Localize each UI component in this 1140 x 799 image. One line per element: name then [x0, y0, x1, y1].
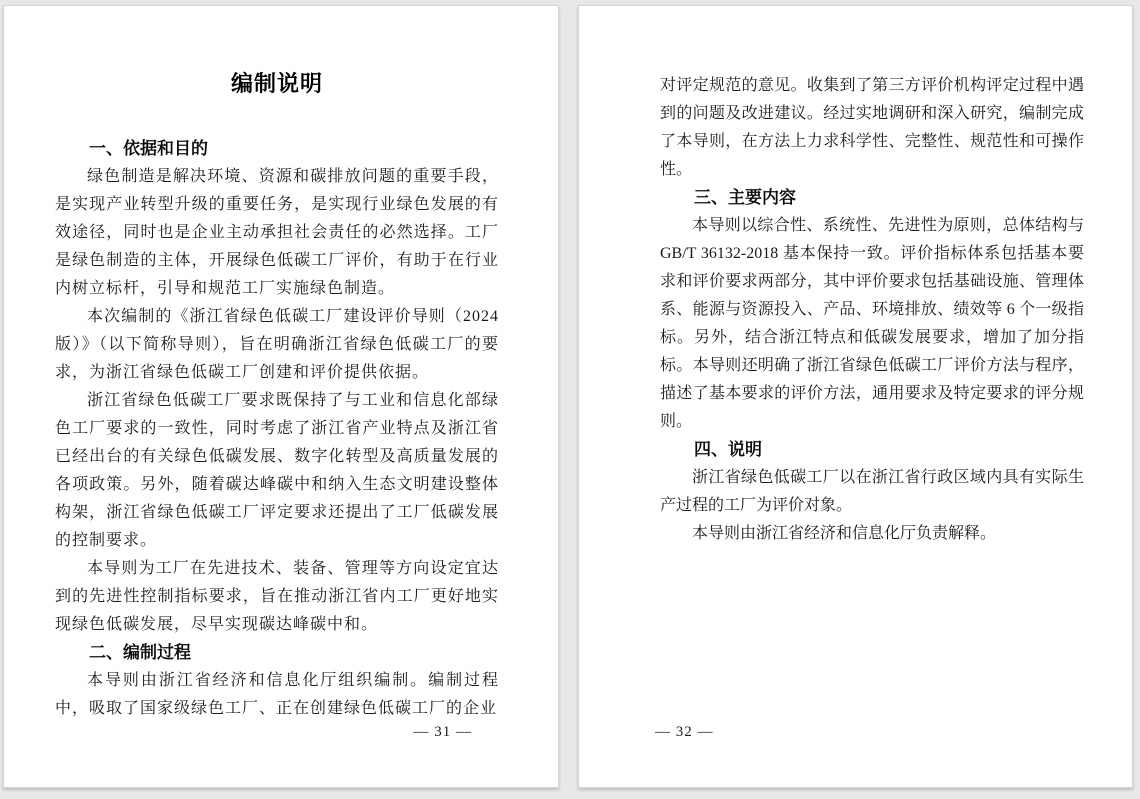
page-number-32: — 32 — — [655, 724, 714, 740]
paragraph: 本导则由浙江省经济和信息化厅负责解释。 — [692, 525, 997, 542]
section-heading-1: 一、依据和目的 — [89, 139, 208, 158]
section-heading-2: 二、编制过程 — [89, 643, 191, 662]
paragraph: 浙江省绿色低碳工厂要求既保持了与工业和信息化部绿色工厂要求的一致性，同时考虑了浙江省产业特点及浙江省已经出台的有关绿色低碳发展、数字化转型及高质量发展的各项政策。另外，随着碳达峰碳中和纳入生态文明建设整体构架，浙江省绿色低碳工厂评定要求还提出了工厂低碳发展的控制要求。 — [55, 392, 499, 549]
document-page-31 — [3, 5, 559, 788]
paragraph: 本导则由浙江省经济和信息化厅组织编制。编制过程中，吸取了国家级绿色工厂、正在创建绿色低碳工厂的企业 — [55, 672, 499, 717]
document-page-32 — [578, 5, 1133, 788]
paragraph: 本导则为工厂在先进技术、装备、管理等方向设定宜达到的先进性控制指标要求，旨在推动浙江省内工厂更好地实现绿色低碳发展，尽早实现碳达峰碳中和。 — [55, 560, 499, 633]
section-heading-3: 三、主要内容 — [694, 188, 796, 207]
paragraph: 浙江省绿色低碳工厂以在浙江省行政区域内具有实际生产过程的工厂为评价对象。 — [660, 469, 1084, 514]
paragraph: 本次编制的《浙江省绿色低碳工厂建设评价导则（2024版）》（以下简称导则），旨在明确浙江省绿色低碳工厂的要求，为浙江省绿色低碳工厂创建和评价提供依据。 — [55, 308, 499, 381]
paragraph: 本导则以综合性、系统性、先进性为原则，总体结构与GB/T 36132-2018 基本保持一致。评价指标体系包括基本要求和评价要求两部分，其中评价要求包括基础设施、管理体系、能源与资源投入、产品、环境排放、绩效等 6 个一级指标。另外，结合浙江特点和低碳发展要求，增加了加分指标。本导则还明确了浙江省绿色低碳工厂评价方法与程序，描述了基本要求的评价方法，通用要求及特定要求的评分规则。 — [660, 217, 1084, 430]
paragraph-continuation: 对评定规范的意见。收集到了第三方评价机构评定过程中遇到的问题及改进建议。经过实地调研和深入研究，编制完成了本导则，在方法上力求科学性、完整性、规范性和可操作性。 — [660, 77, 1084, 178]
page-title: 编制说明 — [230, 71, 323, 96]
section-heading-4: 四、说明 — [694, 440, 762, 459]
paragraph: 绿色制造是解决环境、资源和碳排放问题的重要手段，是实现产业转型升级的重要任务，是实现行业绿色发展的有效途径，同时也是企业主动承担社会责任的必然选择。工厂是绿色制造的主体，开展绿色低碳工厂评价，有助于在行业内树立标杆，引导和规范工厂实施绿色制造。 — [55, 168, 499, 297]
page-number-31: — 31 — — [413, 724, 472, 740]
